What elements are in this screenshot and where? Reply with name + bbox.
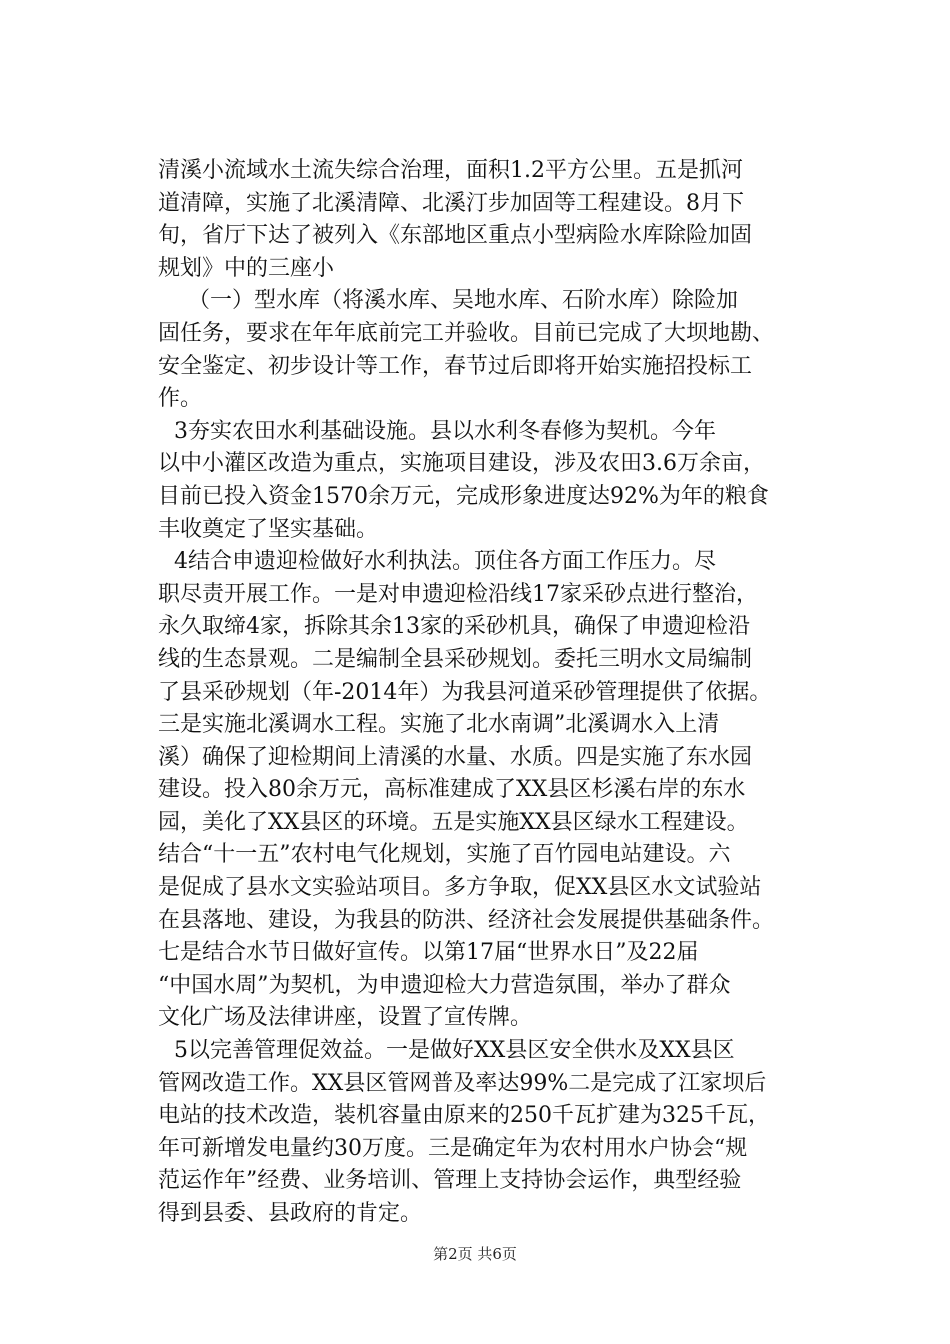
page-number: 第2页 共6页 — [433, 1245, 517, 1263]
text-line: 电站的技术改造，装机容量由原来的250千瓦扩建为325千瓦， — [158, 1103, 770, 1129]
text-line: 安全鉴定、初步设计等工作，春节过后即将开始实施招投标工 — [158, 353, 753, 379]
text-line: 永久取缔4家，拆除其余13家的采砂机具，确保了申遗迎检沿 — [158, 614, 750, 640]
text-line: 职尽责开展工作。一是对申遗迎检沿线17家采砂点进行整治， — [158, 581, 758, 607]
text-line: 4结合申遗迎检做好水利执法。顶住各方面工作压力。尽 — [174, 549, 716, 575]
text-line: 结合“十一五”农村电气化规划，实施了百竹园电站建设。六 — [158, 842, 731, 868]
text-line: “中国水周”为契机，为申遗迎检大力营造氛围，举办了群众 — [158, 972, 731, 998]
text-line: 范运作年”经费、业务培训、管理上支持协会运作，典型经验 — [158, 1168, 742, 1194]
text-line: 得到县委、县政府的肯定。 — [158, 1201, 423, 1226]
text-line: 文化广场及法律讲座，设置了宣传牌。 — [158, 1005, 533, 1031]
text-line: （一）型水库（将溪水库、吴地水库、石阶水库）除险加 — [188, 288, 739, 314]
text-line: 5以完善管理促效益。一是做好XX县区安全供水及XX县区 — [174, 1038, 735, 1064]
text-line: 在县落地、建设，为我县的防洪、经济社会发展提供基础条件。 — [158, 907, 775, 933]
text-line: 管网改造工作。XX县区管网普及率达99%二是完成了江家坝后 — [158, 1070, 767, 1096]
page-footer — [0, 1243, 950, 1264]
text-line: 目前已投入资金1570余万元，完成形象进度达92%为年的粮食 — [158, 483, 769, 509]
text-line: 以中小灌区改造为重点，实施项目建设，涉及农田3.6万余亩， — [158, 451, 765, 477]
text-line: 作。 — [158, 386, 203, 412]
text-line: 旬，省厅下达了被列入《东部地区重点小型病险水库除险加固 — [158, 223, 753, 249]
text-line: 线的生态景观。二是编制全县采砂规划。委托三明水文局编制 — [158, 646, 753, 672]
text-line: 道清障，实施了北溪清障、北溪汀步加固等工程建设。8月下 — [158, 190, 744, 216]
text-line: 丰收奠定了坚实基础。 — [158, 516, 379, 542]
text-line: 三是实施北溪调水工程。实施了北水南调”北溪调水入上清 — [158, 712, 720, 738]
text-line: 了县采砂规划（年-2014年）为我县河道采砂管理提供了依据。 — [158, 679, 772, 705]
text-line: 固任务，要求在年年底前完工并验收。目前已完成了大坝地勘、 — [158, 320, 775, 346]
body-text — [158, 155, 858, 1231]
text-line: 园，美化了XX县区的环境。五是实施XX县区绿水工程建设。 — [158, 809, 749, 835]
text-line: 建设。投入80余万元，高标准建成了XX县区杉溪右岸的东水 — [158, 777, 746, 803]
text-line: 3夯实农田水利基础设施。县以水利冬春修为契机。今年 — [174, 418, 716, 444]
text-line: 七是结合水节日做好宣传。以第17届“世界水日”及22届 — [158, 940, 699, 966]
text-line: 是促成了县水文实验站项目。多方争取，促XX县区水文试验站 — [158, 875, 762, 901]
text-line: 溪）确保了迎检期间上清溪的水量、水质。四是实施了东水园 — [158, 744, 753, 770]
text-line: 规划》中的三座小 — [158, 255, 335, 281]
text-line: 年可新增发电量约30万度。三是确定年为农村用水户协会“规 — [158, 1135, 748, 1161]
text-line: 清溪小流域水土流失综合治理，面积1.2平方公里。五是抓河 — [158, 158, 743, 183]
